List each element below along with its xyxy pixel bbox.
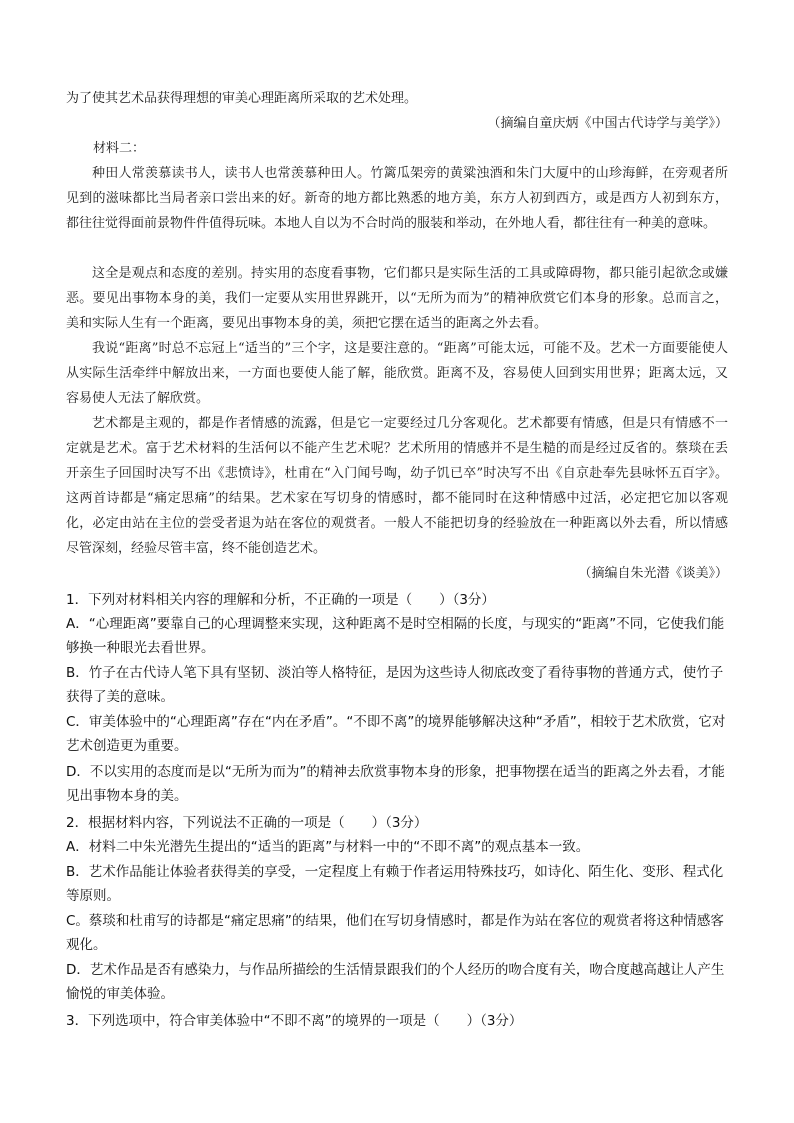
material2-source: （摘编自朱光潜《谈美》） (578, 566, 728, 581)
question-1-option-d: D．不以实用的态度而是以“无所为而为”的精神去欣赏事物本身的形象，把事物摆在适当的距离之外去看，才能见出事物本身的美。 (66, 764, 725, 805)
question-1-option-a: A．“心理距离”要靠自己的心理调整来实现，这种距离不是时空相隔的长度，与现实的“距离”不同，它使我们能够换一种眼光去看世界。 (66, 616, 725, 657)
question-2-option-b: B．艺术作品能让体验者获得美的享受，一定程度上有赖于作者运用特殊技巧，如诗化、陌生化、变形、程式化等原则。 (66, 864, 724, 905)
question-2-stem: 2．根据材料内容，下列说法不正确的一项是（ ）（3分） (66, 815, 428, 831)
question-1-stem: 1．下列对材料相关内容的理解和分析，不正确的一项是（ ）（3分） (66, 592, 495, 608)
question-3-stem: 3．下列选项中，符合审美体验中“不即不离”的境界的一项是（ ）（3分） (66, 1013, 523, 1029)
material2-heading: 材料二： (93, 141, 146, 156)
question-2-option-d: D．艺术作品是否有感染力，与作品所描绘的生活情景跟我们的个人经历的吻合度有关，吻合度越高越让人产生愉悦的审美体验。 (66, 962, 725, 1003)
material2-paragraph-4: 艺术都是主观的，都是作者情感的流露，但是它一定要经过几分客观化。艺术都要有情感，但是只有情感不一定就是艺术。富于艺术材料的生活何以不能产生艺术呢？艺术所用的情感并不是生糙的而是经过反省的。蔡琰在丢开亲生子回国时决写不出《悲愤诗》，杜甫在“入门闻号啕，幼子饥已卒”时决写不出《自京赴奉先县咏怀五百字》。这两首诗都是“痛定思痛”的结果。艺术家在写切身的情感时，都不能同时在这种情感中过活，必定把它加以客观化，必定由站在主位的尝受者退为站在客位的观赏者。一般人不能把切身的经验放在一种距离以外去看，所以情感尽管深刻，经验尽管丰富，终不能创造艺术。 (66, 416, 728, 556)
material2-paragraph-2: 这全是观点和态度的差别。持实用的态度看事物，它们都只是实际生活的工具或障碍物，都只能引起欲念或嫌恶。要见出事物本身的美，我们一定要从实用世界跳开，以“无所为而为”的精神欣赏它们本身的形象。总而言之，美和实际人生有一个距离，要见出事物本身的美，须把它摆在适当的距离之外去看。 (66, 266, 728, 331)
question-2-option-a: A．材料二中朱光潜先生提出的“适当的距离”与材料一中的“不即不离”的观点基本一致。 (66, 839, 590, 855)
question-1-option-c: C．审美体验中的“心理距离”存在“内在矛盾”。“不即不离”的境界能够解决这种“矛盾”，相较于艺术欣赏，它对艺术创造更为重要。 (66, 714, 726, 755)
material1-tail: 为了使其艺术品获得理想的审美心理距离所采取的艺术处理。 (66, 91, 418, 106)
question-1-option-b: B．竹子在古代诗人笔下具有坚韧、淡泊等人格特征，是因为这些诗人彻底改变了看待事物的普通方式，使竹子获得了美的意味。 (66, 665, 724, 706)
material2-paragraph-3: 我说“距离”时总不忘冠上“适当的”三个字，这是要注意的。“距离”可能太远，可能不及。艺术一方面要能使人从实际生活牵绊中解放出来，一方面也要使人能了解，能欣赏。距离不及，容易使人回到实用世界；距离太远，又容易使人无法了解欣赏。 (66, 341, 728, 406)
question-2-option-c: C。蔡琰和杜甫写的诗都是“痛定思痛”的结果，他们在写切身情感时，都是作为站在客位的观赏者将这种情感客观化。 (66, 913, 724, 954)
material2-paragraph-1: 种田人常羡慕读书人，读书人也常羡慕种田人。竹篱瓜架旁的黄粱浊酒和朱门大厦中的山珍海鲜，在旁观者所见到的滋味都比当局者亲口尝出来的好。新奇的地方都比熟悉的地方美，东方人初到西方，或是西方人初到东方，都往往觉得面前景物件件值得玩味。本地人自以为不合时尚的服装和举动，在外地人看，都往往有一种美的意味。 (66, 166, 728, 231)
material1-source: （摘编自童庆炳《中国古代诗学与美学》） (487, 116, 728, 131)
